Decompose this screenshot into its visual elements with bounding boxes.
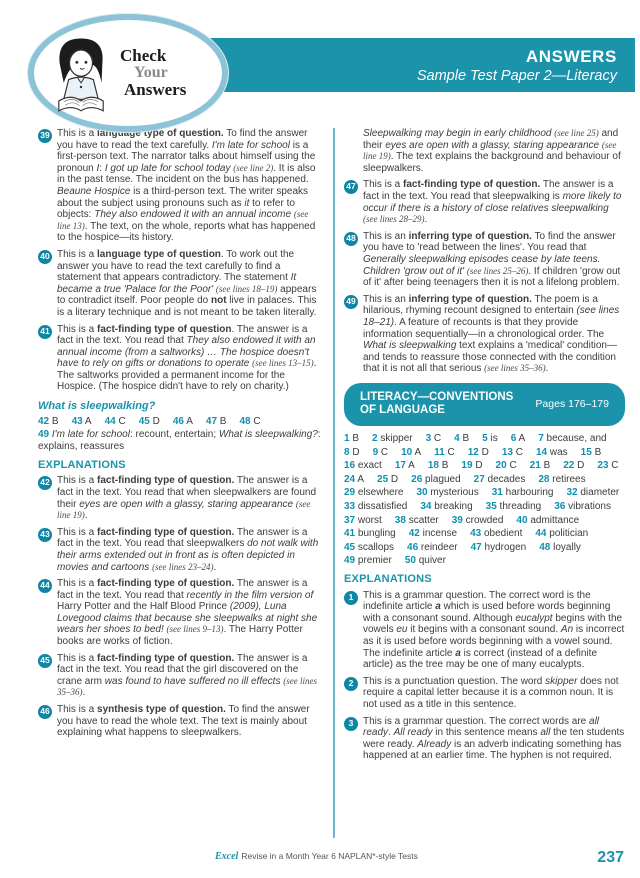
item-number-badge: 46	[38, 705, 52, 719]
explanation-item	[38, 527, 324, 573]
answer-number: 43	[470, 528, 482, 540]
explanation-item	[344, 294, 625, 375]
answer-pair: 34 breaking	[420, 500, 473, 512]
answer-key-list	[344, 433, 625, 567]
answer-number: 19	[461, 460, 473, 472]
right-explanation-items	[344, 179, 625, 375]
item-text: This is a punctuation question. The word skipper does not require a capital letter because it is a common noun. It is not used as a title in this sentence.	[363, 675, 619, 711]
answer-pair: 44 politician	[535, 528, 589, 540]
answer-pair: 46 A	[172, 415, 193, 427]
answer-pair: 42 incense	[408, 528, 458, 540]
check-your-answers-logo	[28, 14, 228, 132]
answer-number: 27	[473, 473, 485, 485]
item-text: This is a grammar question. The correct word is the indefinite article a which is used before words beginning with a consonant sound. Although eucalypt begins with the vowels eu it begins with a consonant sound. An is incorrect as it is used before words beginning with a vowel sound. The indefinite article a is correct (instead of a definite article) as the tree may be one of many eucalypts.	[363, 589, 625, 671]
answer-49-line: 49 I'm late for school: recount, entertain; What is sleepwalking?: explains, reassures	[38, 429, 321, 452]
answer-pair: 47 hydrogen	[470, 541, 527, 553]
item-number-badge: 48	[344, 232, 358, 246]
answer-pair: 25 D	[377, 473, 399, 485]
answer-pair: 40 admittance	[516, 514, 580, 526]
answer-number: 18	[427, 460, 439, 472]
answer-pair: 37 worst	[344, 514, 382, 526]
answer-pair: 36 vibrations	[554, 500, 611, 512]
item-number-badge: 41	[38, 325, 52, 339]
answer-number: 49	[344, 555, 356, 567]
answer-number: 31	[491, 487, 503, 499]
answer-number: 6	[510, 433, 517, 444]
explanation-item	[344, 716, 625, 762]
answer-number: 44	[104, 415, 116, 427]
answer-pair: 41 bungling	[344, 528, 396, 540]
item-number-badge: 47	[344, 180, 358, 194]
item-number-badge: 42	[38, 476, 52, 490]
answer-pair: 17 A	[394, 460, 415, 472]
item-text: This is a fact-finding type of question. The answer is a fact in the text. You read that sleepwalkers do not walk with their arms extended out in front as is often depicted in movies and cartoons (see lines 23–24).	[57, 526, 319, 573]
answer-pair: 28 retirees	[538, 473, 586, 485]
item-text: This is a fact-finding type of question. The answer is a fact in the text. You read that sleepwalking is more likely to occur if there is a history of close relatives sleepwalking (see lines 28–29).	[363, 179, 622, 226]
column-divider	[333, 128, 335, 838]
answer-pair: 35 threading	[485, 500, 542, 512]
answer-number: 26	[411, 473, 423, 485]
answer-number: 34	[420, 500, 432, 512]
answer-number: 35	[485, 500, 497, 512]
answer-pair: 23 C	[597, 460, 619, 472]
answer-pair: 49 premier	[344, 555, 392, 567]
answer-number: 41	[344, 528, 356, 540]
answer-number: 24	[344, 473, 356, 485]
answer-number: 48	[239, 415, 251, 427]
item-text: This is an inferring type of question. The poem is a hilarious, rhyming recount designed to entertain (see lines 18–21). A feature of recounts is that they provide information sequentially—in a chronological order. The What is sleepwalking text explains a 'medical' condition—and tends to reassure those connected with the condition that it is not all that serious (see lines 35–36).	[363, 293, 620, 375]
answer-number: 36	[554, 500, 566, 512]
item-text: This is a grammar question. The correct words are all ready. All ready in this sentence means all the ten students were ready. Already is an adverb indicating something has happened at an earlier time. The hyphen is not required.	[363, 715, 625, 762]
explanations-heading: EXPLANATIONS	[38, 458, 126, 471]
answer-pair: 21 B	[529, 460, 551, 472]
answer-number: 48	[539, 541, 551, 553]
continued-paragraph: Sleepwalking may begin in early childhood (see line 25) and their eyes are open with a glassy, staring appearance (see line 19). The text explains the background and behaviour of sleepwalkers.	[363, 128, 621, 174]
answer-number: 45	[138, 415, 150, 427]
item-number-badge: 43	[38, 528, 52, 542]
explanation-item	[38, 249, 324, 319]
item-text: This is a language type of question. To find the answer you have to read the text carefully. I'm late for school is a first-person text. The narrator talks about himself using the pronoun I: I got up late for school today (see line 2). It is also in the past tense. The incident on the bus has happened. Beaune Hospice is a third-person text. The writer speaks about the subject using pronouns such as it to refer to objects: They also endowed it with an annual income (see line 13). The text, on the whole, reports what has happened to the hospice—its history.	[57, 128, 316, 244]
right-column	[344, 128, 625, 842]
page-number: 237	[597, 849, 624, 866]
right-explanations-list	[344, 590, 625, 762]
section-title-box	[344, 383, 625, 426]
footer-credit	[215, 851, 418, 862]
answer-pair: 5 is	[482, 433, 498, 444]
answer-number: 42	[38, 415, 50, 427]
explanation-item	[38, 704, 324, 739]
answer-number: 3	[425, 433, 432, 444]
answers-body	[38, 128, 625, 842]
answer-number: 5	[482, 433, 488, 444]
logo-word-your: Your	[134, 63, 168, 81]
answer-pair: 47 B	[205, 415, 227, 427]
answer-pair: 16 exact	[344, 460, 382, 472]
footer-series-title: Revise in a Month Year 6 NAPLAN*-style Tests	[241, 851, 418, 861]
answer-pair: 45 D	[138, 415, 160, 427]
left-column	[38, 128, 324, 842]
item-number-badge: 2	[344, 677, 358, 691]
answer-number: 46	[407, 541, 419, 553]
answer-pair: 7 because, and	[538, 433, 607, 444]
item-text: This is an inferring type of question. To find the answer you have to 'read between the lines'. You read that Generally sleepwalking episodes cease by late teens. Children 'grow out of it' (see lines 25–26). If children 'grow out of it' after being teenagers then it is not a lifelong problem.	[363, 230, 621, 289]
answer-number: 23	[597, 460, 609, 472]
answer-pair: 2 skipper	[372, 433, 413, 444]
answer-number: 33	[344, 500, 356, 512]
answer-pair: 29 elsewhere	[344, 487, 404, 499]
answer-number: 25	[377, 473, 389, 485]
answer-number: 40	[516, 514, 528, 526]
subsection-heading: What is sleepwalking?	[38, 400, 156, 413]
item-number-badge: 1	[344, 591, 358, 605]
answer-pair: 48 loyally	[539, 541, 581, 553]
answer-pair: 26 plagued	[411, 473, 461, 485]
answer-key-row	[38, 416, 324, 428]
item-text: This is a synthesis type of question. To find the answer you have to read the whole text. The text is mainly about explaining what happens to sleepwalkers.	[57, 704, 310, 739]
item-number-badge: 44	[38, 579, 52, 593]
explanation-item	[38, 324, 324, 394]
answer-pair: 22 D	[563, 460, 585, 472]
answer-number: 28	[538, 473, 550, 485]
answer-pair: 45 scallops	[344, 541, 395, 553]
excel-brand-logo: Excel	[215, 851, 239, 862]
item-number-badge: 3	[344, 717, 358, 731]
explanation-item	[38, 128, 324, 244]
answer-pair: 24 A	[344, 473, 365, 485]
item-number-badge: 45	[38, 654, 52, 668]
answer-pair: 6 A	[510, 433, 526, 444]
logo-word-check: Check	[120, 45, 167, 65]
answer-pair: 15 B	[580, 446, 602, 458]
answer-pair: 10 A	[401, 446, 422, 458]
answer-number: 8	[344, 446, 350, 458]
answer-pair: 44 C	[104, 415, 126, 427]
answer-pair: 20 C	[495, 460, 517, 472]
answer-number: 38	[394, 514, 406, 526]
answer-pair: 30 mysterious	[416, 487, 479, 499]
item-text: This is a fact-finding type of question. The answer is a fact in the text. You read that They also endowed it with an annual income (from a saltworks) … The hospice doesn't have to rely on gifts or donations to operate (see lines 13–15). The saltworks provided a permanent income for the Hospice. (The hospice didn't have to rely on charity.)	[57, 323, 317, 393]
answer-pair: 42 B	[38, 415, 59, 427]
answer-number: 32	[566, 487, 578, 499]
answer-pair: 39 crowded	[451, 514, 504, 526]
answer-number: 14	[535, 446, 548, 458]
answer-pair: 14 was	[535, 446, 568, 458]
answer-pair: 11 C	[434, 446, 455, 458]
logo-wordmark	[120, 47, 186, 99]
explanation-item	[38, 475, 324, 521]
answer-pair: 4 B	[454, 433, 470, 444]
page-title: ANSWERS	[525, 46, 617, 66]
answer-number: 10	[401, 446, 413, 458]
item-text: This is a fact-finding type of question. The answer is a fact in the text. You read that the girl discovered on the crane arm was found to have suffered no ill effects (see lines 35–36).	[57, 652, 317, 699]
answer-pair: 31 harbouring	[491, 487, 554, 499]
section-title: LITERACY—CONVENTIONS OF LANGUAGE	[360, 390, 514, 417]
answer-number: 39	[451, 514, 463, 526]
answer-number: 13	[501, 446, 513, 458]
explanation-item	[344, 231, 625, 289]
answer-number: 9	[372, 446, 379, 458]
answer-number: 2	[372, 433, 378, 444]
answer-pair: 1 B	[344, 433, 360, 444]
section-pages: Pages 176–179	[535, 398, 609, 411]
explanation-item	[38, 653, 324, 699]
item-number-badge: 49	[344, 295, 358, 309]
item-text: This is a language type of question. To work out the answer you have to read the text carefully to find a statement that appears contradictory. The statement It became a true 'Palace for the Poor' (see lines 18–19) appears to contradict itself. Poor people do not live in palaces. This is a literary technique and is not meant to be taken literally.	[57, 248, 317, 318]
answer-number: 7	[538, 433, 544, 444]
explanation-item	[344, 590, 625, 671]
answer-number: 16	[344, 460, 356, 472]
explanation-item	[344, 676, 625, 711]
answer-number: 20	[495, 460, 507, 472]
answer-number: 12	[467, 446, 479, 458]
item-text: This is a fact-finding type of question. The answer is a fact in the text. You read that recently in the film version of Harry Potter and the Half Blood Prince (2009), Luna Lovegood claims that because she sleepwalks at night she wears her shoes to bed! (see lines 9–13). The Harry Potter books are works of fiction.	[57, 578, 318, 648]
answer-pair: 32 diameter	[566, 487, 620, 499]
answer-number: 29	[344, 487, 356, 499]
explanations-heading: EXPLANATIONS	[344, 572, 432, 585]
answer-number: 45	[344, 541, 356, 553]
item-number-badge: 40	[38, 250, 52, 264]
answer-pair: 46 reindeer	[407, 541, 458, 553]
answer-number: 30	[416, 487, 428, 499]
woman-reading-icon	[44, 27, 118, 119]
left-explanation-items	[38, 128, 324, 393]
answer-pair: 19 D	[461, 460, 483, 472]
answer-pair: 50 quiver	[404, 555, 446, 567]
logo-word-answers: Answers	[124, 80, 187, 100]
answer-pair: 12 D	[467, 446, 489, 458]
answer-number: 37	[344, 514, 356, 526]
answer-number: 17	[394, 460, 406, 472]
answer-pair: 48 C	[239, 415, 261, 427]
answer-number: 43	[71, 415, 83, 427]
answer-number: 15	[580, 446, 592, 458]
answer-pair: 33 dissatisfied	[344, 500, 408, 512]
answer-number: 21	[529, 460, 541, 472]
answer-number: 44	[535, 528, 547, 540]
answer-number: 47	[470, 541, 482, 553]
answer-number: 11	[434, 446, 445, 458]
answer-pair: 3 C	[425, 433, 442, 444]
explanation-item	[38, 578, 324, 648]
answer-number: 42	[408, 528, 420, 540]
left-explanations-list	[38, 475, 324, 738]
item-number-badge: 39	[38, 129, 52, 143]
answer-pair: 38 scatter	[394, 514, 439, 526]
answer-pair: 8 D	[344, 446, 360, 458]
answer-pair: 43 A	[71, 415, 92, 427]
answer-number: 22	[563, 460, 575, 472]
answer-number: 46	[172, 415, 184, 427]
answer-number: 50	[404, 555, 416, 567]
item-text: This is a fact-finding type of question. The answer is a fact in the text. You read that when sleepwalkers are found their eyes are open with a glassy, staring appearance (see line 19).	[57, 475, 317, 522]
answer-number: 47	[205, 415, 218, 427]
explanation-item	[344, 179, 625, 225]
answer-pair: 9 C	[372, 446, 389, 458]
answer-pair: 13 C	[501, 446, 523, 458]
answer-pair: 43 obedient	[470, 528, 523, 540]
answer-pair: 27 decades	[473, 473, 526, 485]
answer-pair: 18 B	[427, 460, 449, 472]
page-subtitle: Sample Test Paper 2—Literacy	[416, 67, 617, 84]
answer-number: 4	[454, 433, 460, 444]
answer-number: 1	[344, 433, 350, 444]
